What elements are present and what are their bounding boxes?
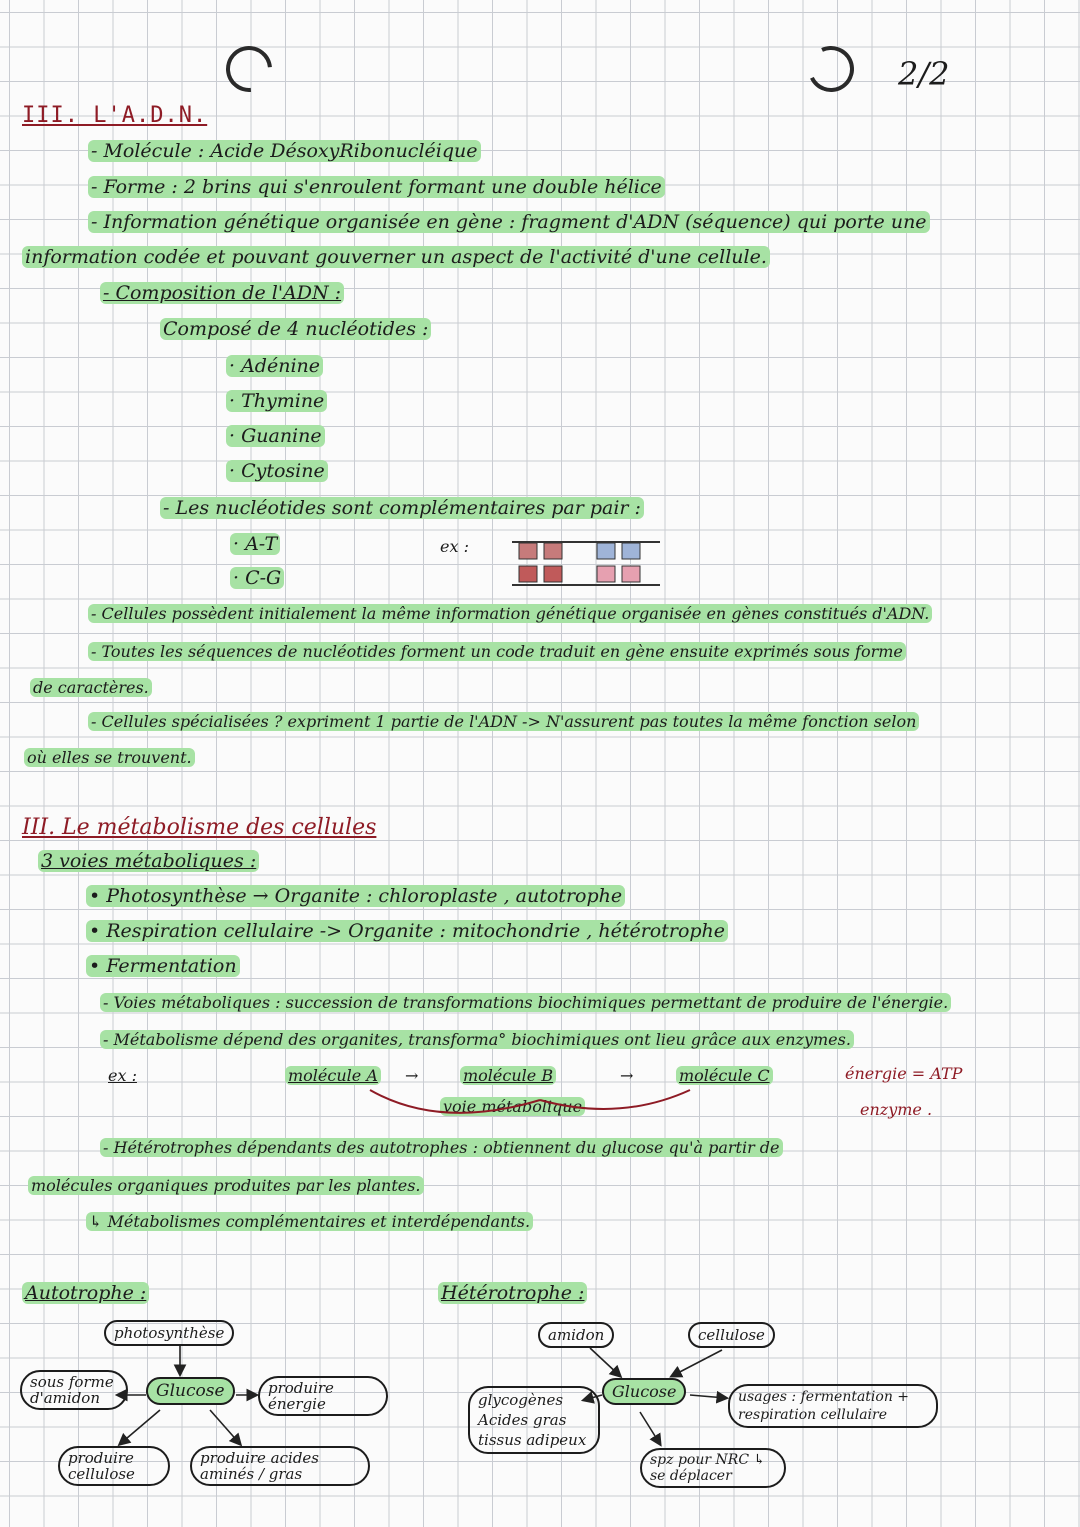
forme-text: - Forme : 2 brins qui s'enroulent formant une double hélice — [88, 176, 665, 198]
photosynthese-text: • Photosynthèse → Organite : chloroplaste , autotrophe — [86, 885, 625, 907]
respiration-text: • Respiration cellulaire -> Organite : mitochondrie , hétérotrophe — [86, 920, 728, 942]
arrow-a-b: → — [405, 1066, 419, 1085]
hetero2-text: molécules organiques produites par les plantes. — [28, 1176, 424, 1195]
voies-def-text: - Voies métaboliques : succession de transformations biochimiques permettant de produire de l'énergie. — [100, 993, 951, 1012]
hetero-amidon-node: amidon — [538, 1322, 614, 1348]
molecule-a-text: molécule A — [285, 1066, 381, 1085]
heterotrophe-title-text: Hétérotrophe : — [438, 1282, 587, 1304]
cytosine-text: · Cytosine — [226, 460, 328, 482]
hetero-spz-node: spz pour NRC ↳ se déplacer — [640, 1448, 786, 1488]
energie-label: énergie = ATP — [845, 1064, 963, 1083]
hetero-usages-node: usages : fermentation + respiration cellulaire — [728, 1384, 938, 1428]
molecule-b-text: molécule B — [460, 1066, 556, 1085]
sequences1-text: - Toutes les séquences de nucléotides forment un code traduit en gène ensuite exprimés sous forme — [88, 642, 906, 661]
hetero-glycogenes-node: glycogènes Acides gras tissus adipeux — [468, 1386, 600, 1454]
info1-text: - Information génétique organisée en gène : fragment d'ADN (séquence) qui porte une — [88, 211, 930, 233]
voies-text: 3 voies métaboliques : — [38, 850, 259, 872]
hetero-glucose-node: Glucose — [602, 1378, 686, 1405]
fermentation-text: • Fermentation — [86, 955, 240, 977]
sequences2-text: de caractères. — [30, 678, 152, 697]
auto-produire-energie-node: produire énergie — [258, 1376, 388, 1416]
molecule-text: - Molécule : Acide DésoxyRibonucléique — [88, 140, 481, 162]
pairs-intro-text: - Les nucléotides sont complémentaires par pair : — [160, 497, 644, 519]
pair-cg-text: · C-G — [230, 567, 284, 589]
enzyme-label: enzyme . — [860, 1100, 933, 1119]
auto-sous-forme-node: sous forme d'amidon — [20, 1370, 128, 1410]
info2-text: information codée et pouvant gouverner un aspect de l'activité d'une cellule. — [22, 246, 770, 268]
page-number: 2/2 — [898, 55, 950, 93]
section-title-metabolisme: III. Le métabolisme des cellules — [22, 815, 377, 840]
thymine-text: · Thymine — [226, 390, 327, 412]
hetero-cellulose-node: cellulose — [688, 1322, 775, 1348]
voie-text: voie métabolique — [440, 1097, 585, 1116]
auto-produire-cellulose-node: produire cellulose — [58, 1446, 170, 1486]
pair-at-text: · A-T — [230, 533, 280, 555]
auto-photosynthese-node: photosynthèse — [104, 1320, 234, 1346]
specialisees1-text: - Cellules spécialisées ? expriment 1 partie de l'ADN -> N'assurent pas toutes la même fonction selon — [88, 712, 919, 731]
autotrophe-title-text: Autotrophe : — [22, 1282, 149, 1304]
cellules-text: - Cellules possèdent initialement la même information génétique organisée en gènes constitués d'ADN. — [88, 604, 932, 623]
metab-dep-text: - Métabolisme dépend des organites, transforma° biochimiques ont lieu grâce aux enzymes. — [100, 1030, 854, 1049]
arrow-b-c: → — [620, 1066, 634, 1085]
molecule-c-text: molécule C — [676, 1066, 773, 1085]
specialisees2-text: où elles se trouvent. — [24, 748, 195, 767]
section-title-adn: III. L'A.D.N. — [22, 103, 208, 128]
auto-glucose-node: Glucose — [146, 1377, 235, 1405]
complementaires-text: ↳ Métabolismes complémentaires et interdépendants. — [86, 1212, 533, 1231]
adenine-text: · Adénine — [226, 355, 323, 377]
hetero1-text: - Hétérotrophes dépendants des autotrophes : obtiennent du glucose qu'à partir de — [100, 1138, 783, 1157]
auto-produire-acides-node: produire acides aminés / gras — [190, 1446, 370, 1486]
composition-text: - Composition de l'ADN : — [100, 282, 344, 304]
metab-ex-label: ex : — [108, 1066, 137, 1085]
pairs-ex-label: ex : — [440, 537, 469, 556]
guanine-text: · Guanine — [226, 425, 325, 447]
compose-text: Composé de 4 nucléotides : — [160, 318, 431, 340]
